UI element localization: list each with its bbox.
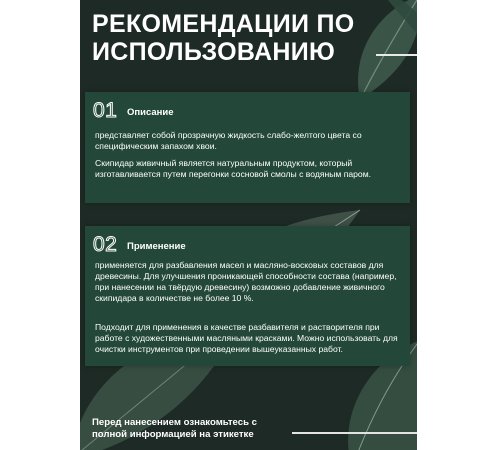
footer-underline	[292, 432, 417, 434]
application-card-header	[93, 232, 186, 258]
section-heading: Применение	[127, 241, 186, 252]
description-card-header	[93, 98, 174, 124]
section-number: 02	[93, 233, 118, 256]
page-title	[92, 10, 412, 66]
section-paragraph: Подходит для применения в качестве разбавителя и растворителя при работе с художественными масляными красками. Можно использовать для очистки инструментов при проведении вышеуказанных работ.	[95, 322, 398, 354]
section-paragraph: представляет собой прозрачную жидкость слабо-желтого цвета со специфическим запахом хвои.	[95, 130, 362, 151]
footer-line-1: Перед нанесением ознакомьтесь с	[92, 417, 257, 428]
title-line-2: ИСПОЛЬЗОВАНИЮ	[92, 38, 336, 66]
section-paragraph: применяется для разбавления масел и масляно-восковых составов для древесины. Для улучшения проникающей способности состава (например, при нанесении на твёрдую древесину) возможно добавление живичного скипидара в количестве не более 10 %.	[95, 260, 397, 303]
section-number: 01	[93, 99, 118, 122]
section-paragraph: Скипидар живичный является натуральным продуктом, который изготавливается путем перегонки сосновой смолы с водяным паром.	[95, 158, 371, 179]
description-card	[85, 92, 410, 203]
footer-line-2: полной информацией на этикетке	[92, 429, 254, 440]
poster	[80, 0, 417, 450]
title-underline	[376, 54, 417, 56]
application-card	[85, 226, 410, 366]
footer-note	[92, 417, 312, 441]
title-line-1: РЕКОМЕНДАЦИИ ПО	[92, 10, 355, 38]
section-heading: Описание	[127, 107, 174, 118]
